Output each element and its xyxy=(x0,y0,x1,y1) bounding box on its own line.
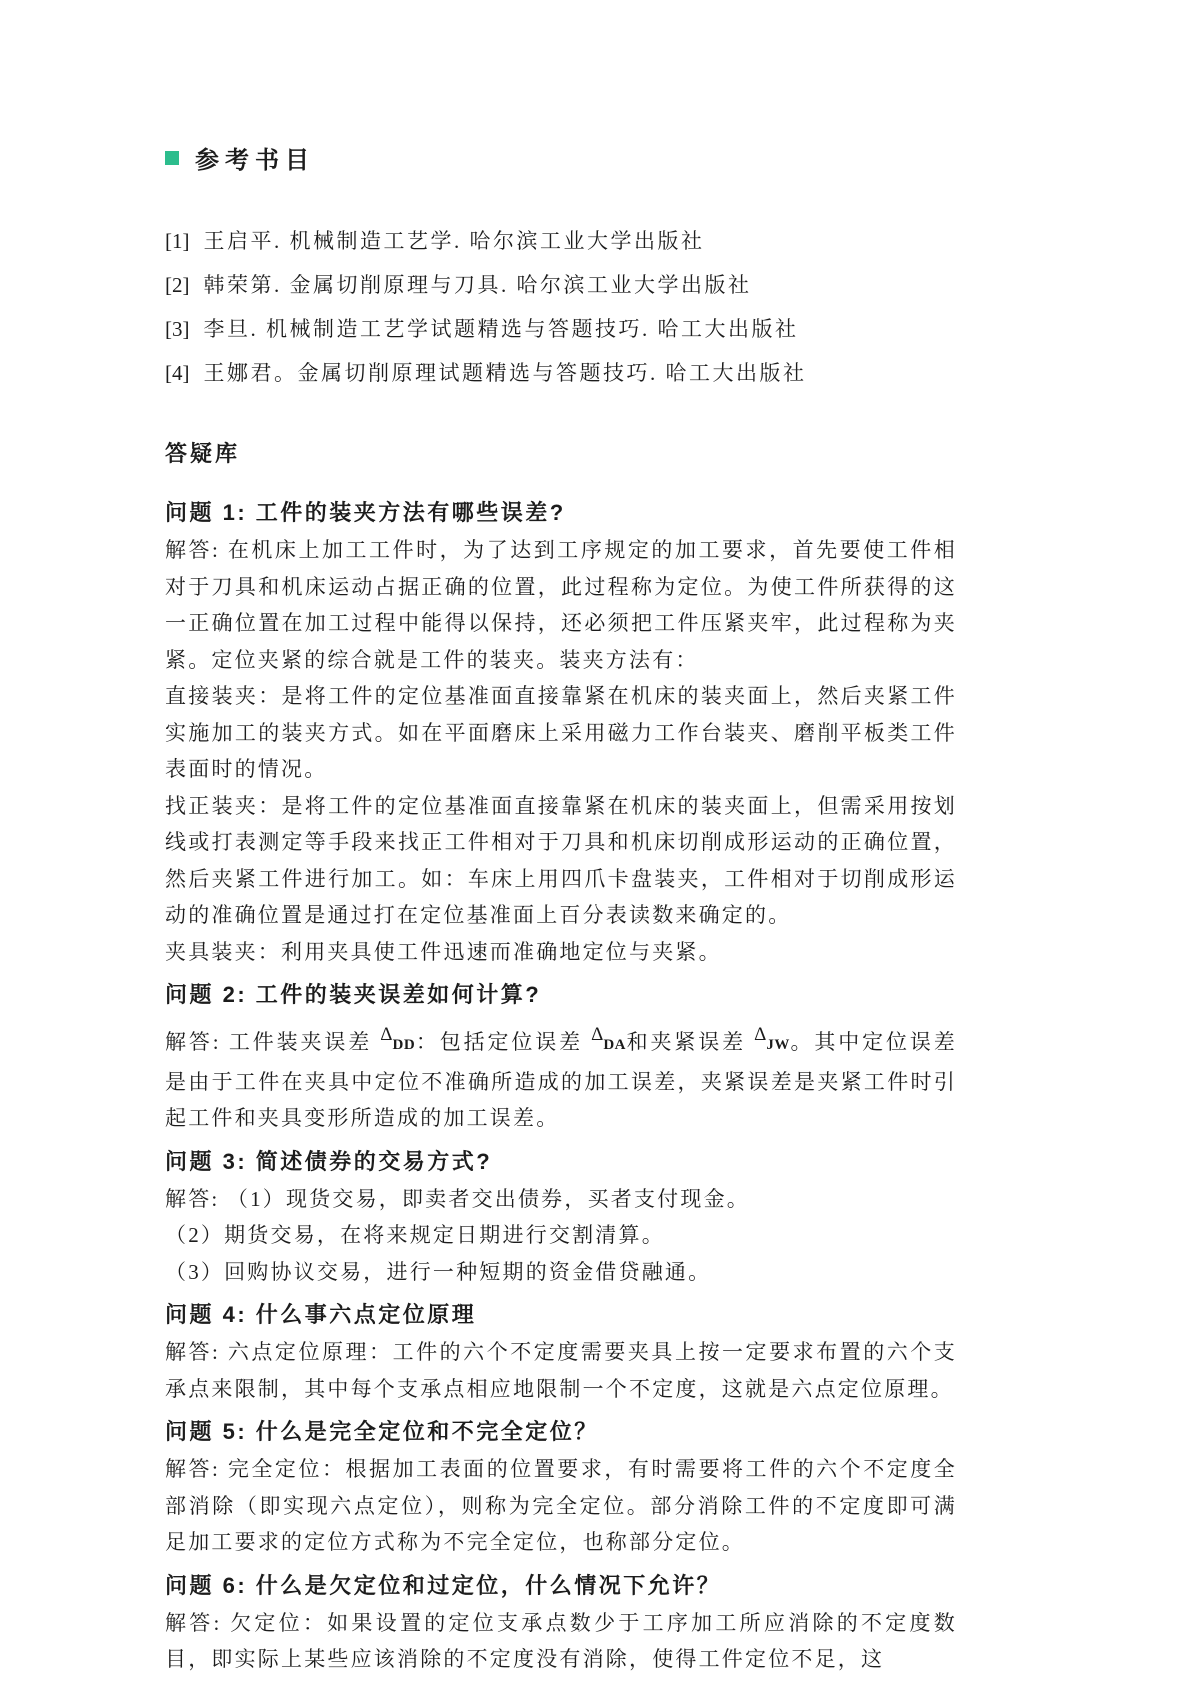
reference-item xyxy=(165,307,957,351)
delta-jw-symbol: ΔJW xyxy=(754,1024,790,1053)
reference-item xyxy=(165,263,957,307)
reference-item xyxy=(165,351,957,395)
question-heading: 问题 3: 简述债券的交易方式? xyxy=(165,1148,493,1174)
qa-item xyxy=(165,978,957,1137)
answer-paragraph: 解答: 在机床上加工工件时，为了达到工序规定的加工要求，首先要使工件相对于刀具和机床运动占据正确的位置，此过程称为定位。为使工件所获得的这一正确位置在加工过程中能得以保持，还必须把工件压紧夹牢，此过程称为夹紧。定位夹紧的综合就是工件的装夹。装夹方法有： xyxy=(165,538,957,672)
reference-number: [3] xyxy=(165,317,190,341)
question-heading: 问题 5: 什么是完全定位和不完全定位？ xyxy=(165,1419,599,1444)
answer-paragraph: 找正装夹：是将工件的定位基准面直接靠紧在机床的装夹面上，但需采用按划线或打表测定等手段来找正工件相对于刀具和机床切削成形运动的正确位置，然后夹紧工件进行加工。如：车床上用四爪卡盘装夹，工件相对于切削成形运动的准确位置是通过打在定位基准面上百分表读数来确定的。 xyxy=(165,793,957,927)
qa-library-title: 答疑库 xyxy=(165,441,241,466)
question-heading: 问题 2: 工件的装夹误差如何计算? xyxy=(165,982,542,1007)
answer-text: 和夹紧误差 xyxy=(625,1030,755,1054)
answer-text: ：包括定位误差 xyxy=(415,1030,592,1054)
qa-item xyxy=(165,496,957,970)
references-title: 参考书目 xyxy=(195,147,315,174)
answer-paragraph: 解答: 完全定位：根据加工表面的位置要求，有时需要将工件的六个不定度全部消除（即实现六点定位），则称为完全定位。部分消除工件的不定度即可满足加工要求的定位方式称为不完全定位，也称部分定位。 xyxy=(165,1457,957,1554)
reference-text: 王启平. 机械制造工艺学. 哈尔滨工业大学出版社 xyxy=(203,229,705,253)
green-square-bullet-icon xyxy=(165,151,179,165)
qa-item xyxy=(165,1415,957,1561)
answer-paragraph: 解答: 欠定位：如果设置的定位支承点数少于工序加工所应消除的不定度数目，即实际上某些应该消除的不定度没有消除，使得工件定位不足，这 xyxy=(165,1610,957,1671)
reference-item xyxy=(165,219,957,263)
qa-item xyxy=(165,1298,957,1407)
reference-number: [2] xyxy=(165,273,190,297)
reference-list xyxy=(165,219,957,395)
answer-paragraph: 直接装夹：是将工件的定位基准面直接靠紧在机床的装夹面上，然后夹紧工件实施加工的装夹方式。如在平面磨床上采用磁力工作台装夹、磨削平板类工件表面时的情况。 xyxy=(165,684,957,781)
references-heading xyxy=(165,140,957,175)
question-heading: 问题 6: 什么是欠定位和过定位，什么情况下允许？ xyxy=(165,1572,722,1598)
reference-text: 王娜君。金属切削原理试题精选与答题技巧. 哈工大出版社 xyxy=(203,361,807,385)
answer-text: 解答: 工件装夹误差 xyxy=(165,1030,381,1054)
qa-item xyxy=(165,1145,957,1291)
reference-number: [4] xyxy=(165,361,190,385)
answer-paragraph: （2）期货交易，在将来规定日期进行交割清算。 xyxy=(165,1223,665,1247)
question-heading: 问题 1: 工件的装夹方法有哪些误差? xyxy=(165,500,566,525)
delta-dd-symbol: ΔDD xyxy=(380,1024,416,1053)
answer-paragraph-with-formula xyxy=(165,1024,957,1137)
answer-paragraph: （3）回购协议交易，进行一种短期的资金借贷融通。 xyxy=(165,1259,712,1284)
question-heading: 问题 4: 什么事六点定位原理 xyxy=(165,1302,477,1327)
reference-text: 韩荣第. 金属切削原理与刀具. 哈尔滨工业大学出版社 xyxy=(203,273,752,297)
answer-paragraph: 解答: （1）现货交易，即卖者交出债券，买者支付现金。 xyxy=(165,1186,750,1211)
answer-text: 。其中定位误差是由于工件在夹具中定位不准确所造成的加工误差，夹紧误差是夹紧工件时引起工件和夹具变形所造成的加工误差。 xyxy=(165,1030,957,1130)
qa-item xyxy=(165,1569,957,1678)
delta-da-symbol: ΔDA xyxy=(591,1024,626,1053)
answer-paragraph: 解答: 六点定位原理：工件的六个不定度需要夹具上按一定要求布置的六个支承点来限制，其中每个支承点相应地限制一个不定度，这就是六点定位原理。 xyxy=(165,1340,957,1401)
reference-number: [1] xyxy=(165,229,190,253)
answer-paragraph: 夹具装夹：利用夹具使工件迅速而准确地定位与夹紧。 xyxy=(165,939,722,964)
reference-text: 李旦. 机械制造工艺学试题精选与答题技巧. 哈工大出版社 xyxy=(203,317,799,341)
